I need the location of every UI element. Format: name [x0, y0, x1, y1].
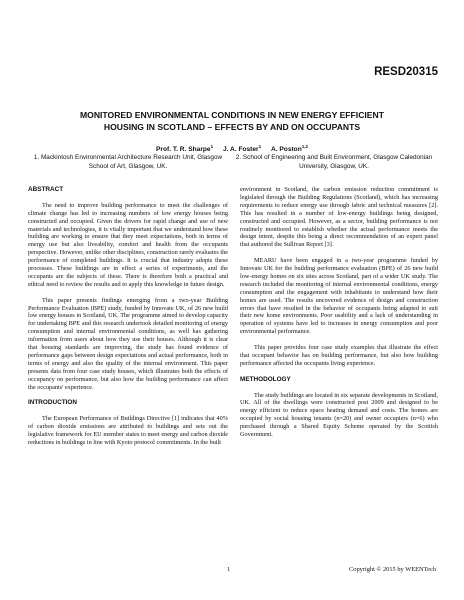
page-number: 1	[227, 566, 231, 573]
introduction-paragraph-2: MEARU have been engaged in a two-year programme funded by Innovate UK for the building performance evaluation (BPE) of 26 new build low-energy homes on six sites across Scotland, part of a wider UK study. The research included the monitoring of internal environmental conditions, energy consumption and the engagement with inhabitants to understand how their homes are used. The results uncovered evidence of design and construction errors that have resulted in the behavior of occupants being adapted to suit their new home environments. Poor usability and a lack of understanding in operation of systems have led to increases in energy consumption and poor environmental performance.	[240, 257, 438, 336]
introduction-heading: INTRODUCTION	[28, 399, 77, 407]
left-column	[28, 186, 228, 455]
author-list	[30, 144, 434, 153]
author: Prof. T. R. Sharpe$^1$	[155, 144, 214, 153]
introduction-paragraph-1: The European Performance of Buildings Directive [1] indicates that 40% of carbon dioxide emissions are attributed to buildings and sets out the legislative framework for EU member states to meet energy and carbon dioxide reductions in buildings in line with Kyoto protocol commitments. In the built	[28, 415, 228, 446]
affiliation-2: 2. School of Engineering and Built Environment, Glasgow Caledonian University, Glasgow, UK.	[235, 154, 433, 170]
affiliation-1: 1. Mackintosh Environmental Architecture Research Unit, Glasgow School of Art, Glasgow, UK.	[33, 154, 223, 170]
introduction-paragraph-3: This paper provides four case study examples that illustrate the effect that occupant behavior has on building performance, but also how building performance affected the occupants living experience.	[240, 344, 438, 367]
right-column	[240, 186, 438, 447]
copyright-notice: Copyright © 2015 by WEENTech	[349, 566, 436, 573]
methodology-paragraph-1: The study buildings are located in six separate developments in Scotland, UK. All of the dwellings were constructed post 2009 and designed to be energy efficient to reduce space heating demand and costs. The homes are occupied by social housing tenants (n=20) and owner occupiers (n=6) who purchased through a Shared Equity Scheme operated by the Scottish Government.	[240, 391, 438, 439]
paper-title	[40, 109, 424, 133]
abstract-heading: ABSTRACT	[28, 186, 64, 193]
author: J. A. Foster$^1$	[222, 144, 262, 153]
abstract-paragraph-1: The need to improve building performance to meet the challenges of climate change has led to increasing numbers of low energy houses being constructed and occupied. Given the drivers for rapid change and use of new materials and technologies, it is vitally important that we understand how these building are working to ensure that they meet expectations, both in terms of energy use but also liveability, comfort and health from the occupants perspective. However, unlike other disciplines, construction rarely evaluates the performance of completed buildings. It is crucial that industry adopts these processes. These buildings are in effect a series of experiments, and the occupants are the subjects of these. There is therefore both a practical and ethical need to review the results and to apply this knowledge in future design.	[28, 201, 228, 288]
introduction-continued: environment in Scotland, the carbon emission reduction commitment is legislated through the Building Regulations (Scotland), which has increasing requirements to reduce energy use through fabric and technical measures [2]. This has resulted in a number of low-energy buildings being designed, constructed and occupied. However, as a sector, building performance is not routinely monitored to establish whether the actual performance meets the design intent, despite this being a direct recommendation of an expert panel that authored the Sullivan Report [3].	[240, 186, 438, 249]
author: A. Poston$^{1,2}$	[270, 144, 309, 153]
paper-code: RESD20315	[374, 66, 438, 78]
methodology-heading: METHODOLOGY	[240, 375, 291, 383]
title-line-1: MONITORED ENVIRONMENTAL CONDITIONS IN NEW ENERGY EFFICIENT	[80, 110, 384, 120]
title-line-2: HOUSING IN SCOTLAND – EFFECTS BY AND ON OCCUPANTS	[103, 122, 361, 132]
abstract-paragraph-2: This paper presents findings emerging from a two-year Building Performance Evaluation (BPE) study, funded by Innovate UK, of 26 new build low energy houses in Scotland, UK. The programme aimed to develop capacity for undertaking BPE and this research undertook detailed monitoring of energy consumption and internal environmental conditions, as well has gathering information from users about how they use their houses. Although it is clear that housing standards are improving, the study has found evidence of performance gaps between design expectations and actual performance, both in terms of energy and also the quality of the internal environment. This paper presents data from four case study houses, which illustrates both the effects of occupancy on performance, but also how the building performance can affect the occupants' experience.	[28, 296, 228, 391]
